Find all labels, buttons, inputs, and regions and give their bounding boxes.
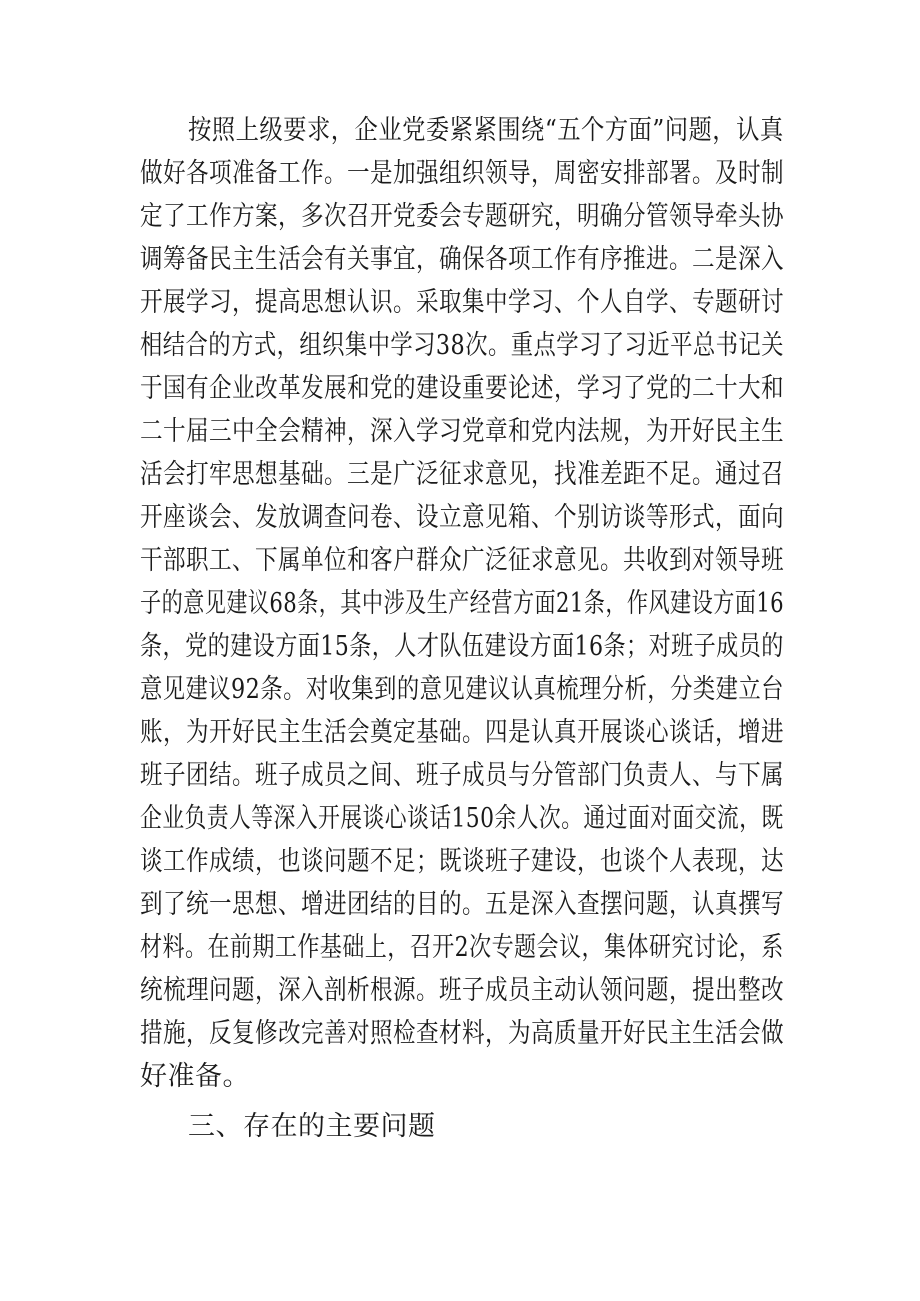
paragraph-line: 开展学习，提高思想认识。采取集中学习、个人自学、专题研讨 — [140, 287, 784, 318]
paragraph-line: 谈工作成绩，也谈问题不足；既谈班子建设，也谈个人表现，达 — [140, 846, 784, 877]
paragraph-line: 按照上级要求，企业党委紧紧围绕“五个方面”问题，认真 — [188, 115, 784, 146]
paragraph-line: 班子团结。班子成员之间、班子成员与分管部门负责人、与下属 — [140, 760, 784, 791]
paragraph-line: 意见建议92条。对收集到的意见建议认真梳理分析，分类建立台 — [140, 674, 784, 705]
paragraph-line: 于国有企业改革发展和党的建设重要论述，学习了党的二十大和 — [140, 373, 784, 404]
paragraph-line: 条，党的建设方面15条，人才队伍建设方面16条；对班子成员的 — [140, 631, 784, 662]
paragraph-line: 活会打牢思想基础。三是广泛征求意见，找准差距不足。通过召 — [140, 459, 784, 490]
paragraph-line: 子的意见建议68条，其中涉及生产经营方面21条，作风建设方面16 — [140, 588, 785, 619]
section-heading: 三、存在的主要问题 — [188, 1111, 436, 1142]
paragraph-line: 账，为开好民主生活会奠定基础。四是认真开展谈心谈话，增进 — [140, 717, 784, 748]
paragraph-line: 开座谈会、发放调查问卷、设立意见箱、个别访谈等形式，面向 — [140, 502, 784, 533]
paragraph-line: 二十届三中全会精神，深入学习党章和党内法规，为开好民主生 — [140, 416, 784, 447]
paragraph-line: 相结合的方式，组织集中学习38次。重点学习了习近平总书记关 — [140, 330, 784, 361]
paragraph-line: 做好各项准备工作。一是加强组织领导，周密安排部署。及时制 — [140, 158, 784, 189]
paragraph-line: 统梳理问题，深入剖析根源。班子成员主动认领问题，提出整改 — [140, 975, 784, 1006]
paragraph-line: 材料。在前期工作基础上，召开2次专题会议，集体研究讨论，系 — [140, 932, 784, 963]
paragraph-line: 调筹备民主生活会有关事宜，确保各项工作有序推进。二是深入 — [140, 244, 784, 275]
paragraph-line: 措施，反复修改完善对照检查材料，为高质量开好民主生活会做 — [140, 1018, 784, 1049]
paragraph-line: 到了统一思想、增进团结的目的。五是深入查摆问题，认真撰写 — [140, 889, 784, 920]
paragraph-line: 好准备。 — [140, 1061, 250, 1092]
paragraph-line: 定了工作方案，多次召开党委会专题研究，明确分管领导牵头协 — [140, 201, 784, 232]
paragraph-line: 企业负责人等深入开展谈心谈话150余人次。通过面对面交流，既 — [140, 803, 784, 834]
paragraph-line: 干部职工、下属单位和客户群众广泛征求意见。共收到对领导班 — [140, 545, 784, 576]
